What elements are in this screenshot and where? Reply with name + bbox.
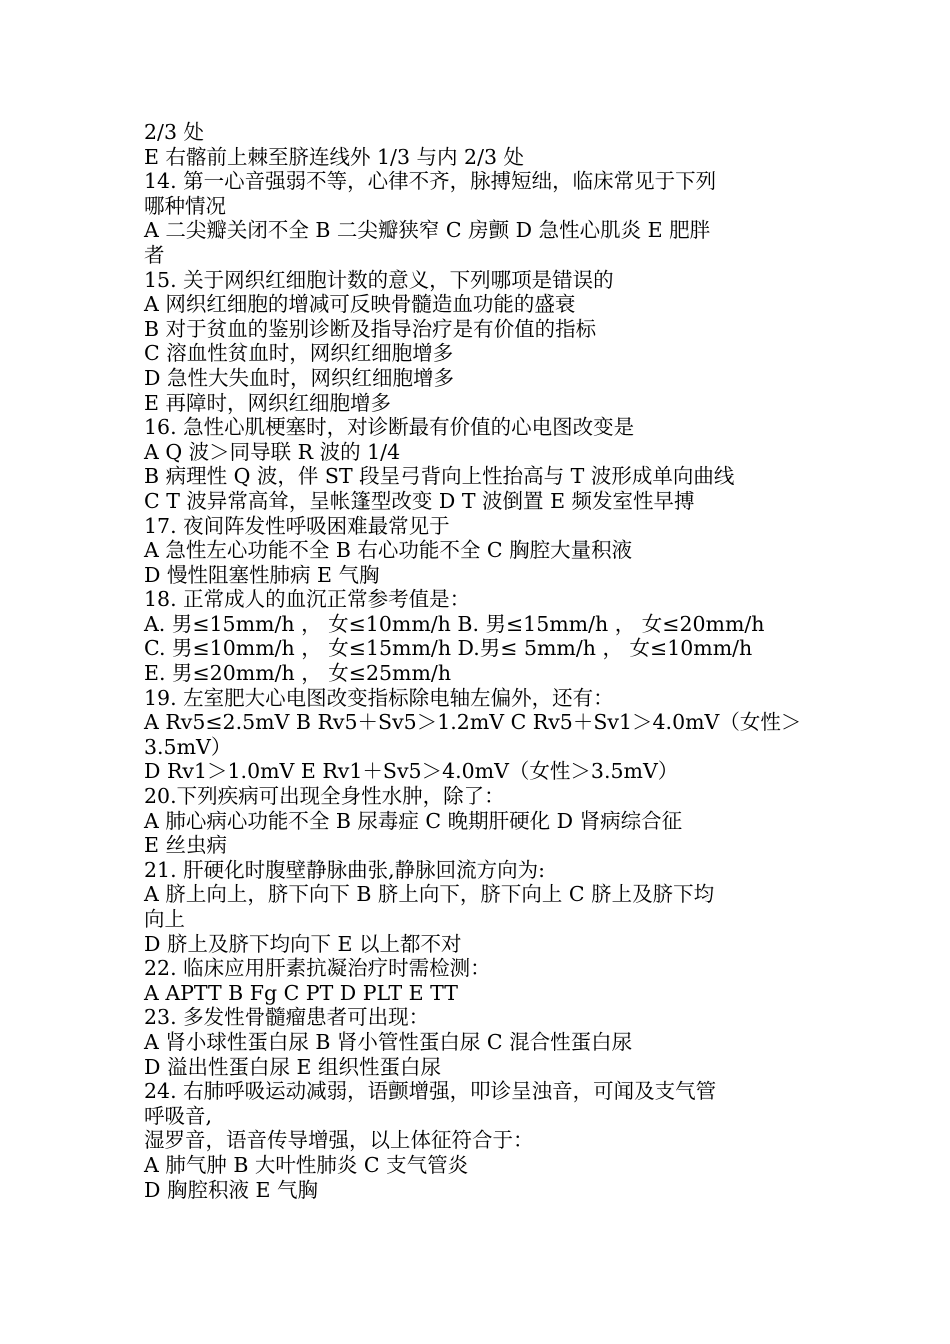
option-line: D Rv1＞1.0mV E Rv1＋Sv5＞4.0mV（女性＞3.5mV）: [144, 759, 679, 784]
option-line: C T 波异常高耸，呈帐篷型改变 D T 波倒置 E 频发室性早搏: [144, 488, 695, 513]
text-line: 2/3 处: [144, 120, 205, 144]
question-16-stem: 16. 急性心肌梗塞时，对诊断最有价值的心电图改变是: [144, 415, 635, 440]
question-23-stem: 23. 多发性骨髓瘤患者可出现：: [144, 1005, 430, 1030]
option-line: A 肺心病心功能不全 B 尿毒症 C 晚期肝硬化 D 肾病综合征: [144, 808, 683, 833]
question-24-stem: 24. 右肺呼吸运动减弱，语颤增强，叩诊呈浊音，可闻及支气管: [144, 1079, 717, 1104]
option-line: A Rv5≤2.5mV B Rv5＋Sv5＞1.2mV C Rv5＋Sv1＞4.0mV（女性＞: [144, 710, 802, 735]
option-line: B 病理性 Q 波，伴 ST 段呈弓背向上性抬高与 T 波形成单向曲线: [144, 464, 735, 489]
option-line: A 肺气肿 B 大叶性肺炎 C 支气管炎: [144, 1152, 469, 1177]
text-line: 呼吸音,: [144, 1103, 213, 1128]
option-line: D 脐上及脐下均向下 E 以上都不对: [144, 931, 462, 956]
option-line: D 急性大失血时，网织红细胞增多: [144, 365, 454, 390]
option-line: A 网织红细胞的增减可反映骨髓造血功能的盛衰: [144, 292, 576, 317]
option-line: A Q 波＞同导联 R 波的 1/4: [144, 439, 401, 464]
question-18-stem: 18. 正常成人的血沉正常参考值是：: [144, 587, 471, 612]
option-line: C 溶血性贫血时，网织红细胞增多: [144, 341, 454, 366]
text-line: 湿罗音，语音传导增强，以上体征符合于：: [144, 1128, 534, 1153]
option-line: C. 男≤10mm/h ， 女≤15mm/h D.男≤ 5mm/h ， 女≤10mm/h: [144, 636, 753, 661]
option-line: A APTT B Fg C PT D PLT E TT: [144, 980, 458, 1005]
text-line: 3.5mV）: [144, 734, 232, 759]
option-line: D 溢出性蛋白尿 E 组织性蛋白尿: [144, 1054, 441, 1079]
option-line: D 胸腔积液 E 气胸: [144, 1177, 318, 1202]
option-line: D 慢性阻塞性肺病 E 气胸: [144, 562, 380, 587]
question-19-stem: 19. 左室肥大心电图改变指标除电轴左偏外，还有：: [144, 685, 614, 710]
option-line: B 对于贫血的鉴别诊断及指导治疗是有价值的指标: [144, 316, 597, 341]
option-line: A. 男≤15mm/h ， 女≤10mm/h B. 男≤15mm/h ， 女≤20mm/h: [144, 611, 765, 636]
question-14-options: A 二尖瓣关闭不全 B 二尖瓣狭窄 C 房颤 D 急性心肌炎 E 肥胖: [144, 218, 711, 243]
text-line: 者: [144, 242, 165, 267]
option-line: E 丝虫病: [144, 833, 227, 858]
question-20-stem: 20.下列疾病可出现全身性水肿，除了：: [144, 784, 505, 809]
option-line: A 脐上向上，脐下向下 B 脐上向下，脐下向上 C 脐上及脐下均: [144, 882, 715, 907]
option-line: E. 男≤20mm/h ， 女≤25mm/h: [144, 661, 452, 686]
text-line: E 右髂前上棘至脐连线外 1/3 与内 2/3 处: [144, 144, 525, 169]
question-14-stem: 14. 第一心音强弱不等，心律不齐，脉搏短绌，临床常见于下列: [144, 169, 717, 194]
text-line: 哪种情况: [144, 193, 226, 218]
question-text-block: [144, 120, 814, 1202]
option-line: A 肾小球性蛋白尿 B 肾小管性蛋白尿 C 混合性蛋白尿: [144, 1029, 633, 1054]
option-line: A 急性左心功能不全 B 右心功能不全 C 胸腔大量积液: [144, 538, 633, 563]
question-22-stem: 22. 临床应用肝素抗凝治疗时需检测：: [144, 956, 491, 981]
question-15-stem: 15. 关于网织红细胞计数的意义，下列哪项是错误的: [144, 267, 614, 292]
text-line: 向上: [144, 907, 185, 931]
option-line: E 再障时，网织红细胞增多: [144, 390, 391, 415]
question-17-stem: 17. 夜间阵发性呼吸困难最常见于: [144, 513, 450, 538]
question-21-stem: 21. 肝硬化时腹壁静脉曲张,静脉回流方向为:: [144, 857, 546, 882]
